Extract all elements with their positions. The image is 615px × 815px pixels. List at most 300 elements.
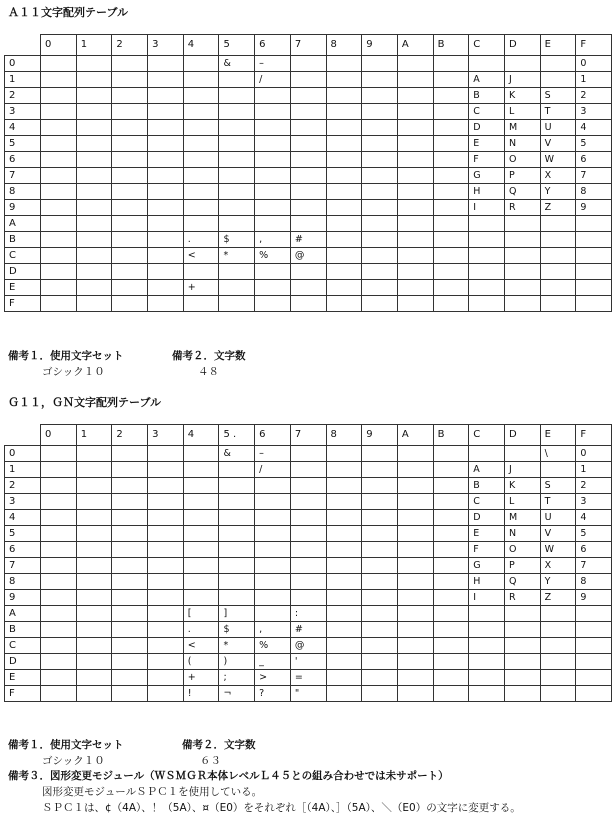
- code-cell: [255, 184, 291, 200]
- code-cell: [362, 72, 398, 88]
- table-row: [5, 120, 612, 136]
- code-cell: [219, 542, 255, 558]
- code-cell: [397, 88, 433, 104]
- code-cell: [397, 152, 433, 168]
- code-cell: [540, 280, 576, 296]
- row-header: 4: [5, 120, 41, 136]
- code-cell: K: [504, 478, 540, 494]
- code-cell: [41, 446, 77, 462]
- code-cell: [540, 264, 576, 280]
- code-cell: [362, 446, 398, 462]
- code-cell: [576, 686, 612, 702]
- code-cell: [362, 232, 398, 248]
- code-cell: [362, 296, 398, 312]
- code-cell: [41, 670, 77, 686]
- code-cell: [326, 638, 362, 654]
- code-cell: Z: [540, 590, 576, 606]
- code-cell: B: [469, 478, 505, 494]
- code-cell: [397, 462, 433, 478]
- code-cell: B: [469, 88, 505, 104]
- code-cell: S: [540, 88, 576, 104]
- code-cell: [576, 280, 612, 296]
- code-cell: [397, 574, 433, 590]
- code-cell: R: [504, 590, 540, 606]
- code-cell: [148, 494, 184, 510]
- code-cell: [148, 574, 184, 590]
- code-cell: [504, 606, 540, 622]
- code-cell: [183, 558, 219, 574]
- code-cell: [290, 542, 326, 558]
- code-cell: [148, 446, 184, 462]
- code-cell: [148, 606, 184, 622]
- code-cell: [148, 72, 184, 88]
- code-cell: Y: [540, 574, 576, 590]
- code-cell: V: [540, 136, 576, 152]
- code-cell: %: [255, 638, 291, 654]
- table2-note3-line1: 備考３．図形変更モジュール（ＷＳＭＧＲ本体レベルＬ４５との組み合わせでは未サポート）: [8, 770, 449, 782]
- code-cell: [504, 446, 540, 462]
- code-cell: [183, 136, 219, 152]
- code-cell: ;: [219, 670, 255, 686]
- code-cell: ¬: [219, 686, 255, 702]
- code-cell: [183, 72, 219, 88]
- row-header: D: [5, 654, 41, 670]
- code-cell: [326, 280, 362, 296]
- code-cell: [41, 200, 77, 216]
- code-cell: [76, 72, 112, 88]
- code-cell: \: [540, 446, 576, 462]
- code-cell: *: [219, 638, 255, 654]
- code-cell: [183, 494, 219, 510]
- code-cell: [76, 510, 112, 526]
- code-cell: [326, 446, 362, 462]
- code-cell: [76, 494, 112, 510]
- code-cell: [41, 478, 77, 494]
- row-header: 6: [5, 542, 41, 558]
- code-cell: [433, 56, 469, 72]
- code-cell: [362, 638, 398, 654]
- code-cell: [219, 88, 255, 104]
- code-cell: [469, 280, 505, 296]
- code-cell: [219, 72, 255, 88]
- code-cell: [183, 446, 219, 462]
- table-row: [5, 526, 612, 542]
- code-cell: 0: [576, 56, 612, 72]
- code-cell: [183, 510, 219, 526]
- code-cell: [397, 168, 433, 184]
- code-cell: [255, 494, 291, 510]
- table-row: [5, 622, 612, 638]
- column-header: C: [469, 425, 505, 446]
- code-cell: ): [219, 654, 255, 670]
- code-cell: [397, 104, 433, 120]
- code-cell: 6: [576, 542, 612, 558]
- code-cell: [219, 184, 255, 200]
- code-cell: P: [504, 168, 540, 184]
- row-header: E: [5, 280, 41, 296]
- code-cell: [41, 56, 77, 72]
- code-cell: [219, 510, 255, 526]
- table-row: [5, 478, 612, 494]
- code-cell: [362, 670, 398, 686]
- code-cell: [362, 494, 398, 510]
- code-cell: [469, 264, 505, 280]
- code-cell: [255, 574, 291, 590]
- column-header: 8: [326, 425, 362, 446]
- code-cell: [540, 248, 576, 264]
- code-cell: [397, 654, 433, 670]
- row-header: E: [5, 670, 41, 686]
- code-cell: N: [504, 136, 540, 152]
- code-cell: [76, 56, 112, 72]
- table-row: [5, 462, 612, 478]
- code-cell: [255, 590, 291, 606]
- code-cell: [112, 590, 148, 606]
- code-cell: [362, 478, 398, 494]
- column-header: 4: [183, 35, 219, 56]
- code-cell: [433, 510, 469, 526]
- code-cell: [183, 168, 219, 184]
- code-cell: [41, 654, 77, 670]
- code-cell: ,: [255, 622, 291, 638]
- code-cell: [148, 558, 184, 574]
- column-header: 2: [112, 35, 148, 56]
- column-header: 7: [290, 425, 326, 446]
- code-cell: [362, 622, 398, 638]
- code-cell: [433, 686, 469, 702]
- table-row: [5, 72, 612, 88]
- code-cell: @: [290, 638, 326, 654]
- row-header: 8: [5, 574, 41, 590]
- code-cell: Q: [504, 184, 540, 200]
- code-cell: [433, 232, 469, 248]
- code-cell: [148, 104, 184, 120]
- column-header: B: [433, 425, 469, 446]
- code-cell: C: [469, 494, 505, 510]
- code-cell: [433, 478, 469, 494]
- code-cell: [362, 574, 398, 590]
- code-cell: [255, 88, 291, 104]
- code-cell: /: [255, 462, 291, 478]
- table-row: [5, 510, 612, 526]
- code-cell: [326, 248, 362, 264]
- code-cell: [255, 104, 291, 120]
- code-cell: [433, 136, 469, 152]
- code-cell: [397, 606, 433, 622]
- code-cell: [183, 216, 219, 232]
- code-cell: [362, 248, 398, 264]
- code-cell: [41, 574, 77, 590]
- code-cell: [112, 654, 148, 670]
- code-cell: [76, 686, 112, 702]
- code-cell: [41, 558, 77, 574]
- code-cell: [362, 136, 398, 152]
- code-cell: [290, 184, 326, 200]
- code-cell: [112, 232, 148, 248]
- code-cell: [183, 462, 219, 478]
- code-cell: [41, 462, 77, 478]
- code-cell: [148, 56, 184, 72]
- code-cell: [112, 296, 148, 312]
- row-header: 7: [5, 168, 41, 184]
- code-cell: [183, 184, 219, 200]
- code-cell: 1: [576, 462, 612, 478]
- code-cell: 5: [576, 136, 612, 152]
- table-row: [5, 136, 612, 152]
- column-header: A: [397, 35, 433, 56]
- code-cell: [41, 510, 77, 526]
- code-cell: [112, 200, 148, 216]
- code-cell: [183, 542, 219, 558]
- code-cell: [433, 184, 469, 200]
- code-cell: [290, 558, 326, 574]
- code-cell: [41, 494, 77, 510]
- code-cell: [76, 622, 112, 638]
- code-cell: [219, 216, 255, 232]
- code-cell: [504, 56, 540, 72]
- code-cell: [362, 686, 398, 702]
- code-cell: [76, 200, 112, 216]
- table-row: [5, 494, 612, 510]
- code-cell: [219, 168, 255, 184]
- code-cell: [433, 558, 469, 574]
- code-cell: [183, 296, 219, 312]
- code-cell: [504, 622, 540, 638]
- row-header: C: [5, 638, 41, 654]
- code-cell: /: [255, 72, 291, 88]
- code-cell: [433, 168, 469, 184]
- code-cell: [112, 216, 148, 232]
- code-cell: [76, 574, 112, 590]
- column-header: A: [397, 425, 433, 446]
- code-cell: [397, 558, 433, 574]
- code-cell: [219, 558, 255, 574]
- code-cell: [76, 446, 112, 462]
- code-cell: [397, 686, 433, 702]
- code-cell: [148, 248, 184, 264]
- code-cell: 1: [576, 72, 612, 88]
- code-cell: [255, 478, 291, 494]
- code-cell: E: [469, 136, 505, 152]
- code-cell: [112, 280, 148, 296]
- row-header: F: [5, 296, 41, 312]
- code-cell: [148, 264, 184, 280]
- code-cell: [148, 670, 184, 686]
- code-cell: [290, 446, 326, 462]
- code-cell: [183, 264, 219, 280]
- code-cell: [148, 280, 184, 296]
- code-cell: [540, 654, 576, 670]
- code-cell: [397, 446, 433, 462]
- code-cell: [397, 296, 433, 312]
- column-header: 0: [41, 35, 77, 56]
- code-cell: [362, 510, 398, 526]
- code-cell: [362, 542, 398, 558]
- code-cell: O: [504, 542, 540, 558]
- code-cell: [362, 606, 398, 622]
- code-cell: [326, 56, 362, 72]
- code-cell: [148, 638, 184, 654]
- code-cell: [76, 248, 112, 264]
- code-cell: [112, 184, 148, 200]
- code-cell: [76, 264, 112, 280]
- code-cell: [148, 168, 184, 184]
- code-cell: [576, 248, 612, 264]
- code-cell: [326, 494, 362, 510]
- code-cell: [41, 216, 77, 232]
- code-cell: [41, 542, 77, 558]
- corner-cell: [5, 425, 41, 446]
- table1-title: Ａ１１文字配列テーブル: [8, 6, 129, 19]
- code-cell: [76, 526, 112, 542]
- code-cell: T: [540, 494, 576, 510]
- table-row: [5, 558, 612, 574]
- code-cell: [433, 574, 469, 590]
- code-cell: [433, 654, 469, 670]
- code-cell: !: [183, 686, 219, 702]
- code-cell: [326, 462, 362, 478]
- code-cell: [326, 526, 362, 542]
- code-cell: [540, 56, 576, 72]
- code-cell: [76, 478, 112, 494]
- code-cell: [433, 264, 469, 280]
- code-cell: [76, 104, 112, 120]
- code-cell: [326, 184, 362, 200]
- table-row: [5, 686, 612, 702]
- code-cell: [397, 264, 433, 280]
- code-cell: [433, 638, 469, 654]
- code-cell: _: [255, 654, 291, 670]
- code-cell: 6: [576, 152, 612, 168]
- code-cell: L: [504, 494, 540, 510]
- code-cell: ,: [255, 232, 291, 248]
- code-cell: G: [469, 168, 505, 184]
- code-cell: [148, 232, 184, 248]
- table1-note2-label: 備考２．文字数: [172, 350, 246, 362]
- code-cell: [326, 136, 362, 152]
- code-cell: [469, 638, 505, 654]
- column-header: 1: [76, 425, 112, 446]
- row-header: B: [5, 232, 41, 248]
- code-cell: Z: [540, 200, 576, 216]
- code-cell: [397, 120, 433, 136]
- code-cell: 2: [576, 478, 612, 494]
- code-cell: .: [183, 622, 219, 638]
- column-header: 6: [255, 425, 291, 446]
- code-cell: [290, 216, 326, 232]
- column-header: D: [504, 35, 540, 56]
- code-cell: @: [290, 248, 326, 264]
- code-cell: [362, 216, 398, 232]
- code-cell: Y: [540, 184, 576, 200]
- table2-note1-value: ゴシック１０: [42, 755, 105, 767]
- code-cell: [290, 72, 326, 88]
- column-header: 9: [362, 35, 398, 56]
- code-cell: [255, 152, 291, 168]
- code-cell: [255, 558, 291, 574]
- code-cell: [183, 590, 219, 606]
- code-cell: [504, 654, 540, 670]
- code-cell: *: [219, 248, 255, 264]
- code-cell: [290, 200, 326, 216]
- code-cell: #: [290, 622, 326, 638]
- code-cell: [112, 264, 148, 280]
- code-cell: [112, 136, 148, 152]
- code-cell: [148, 120, 184, 136]
- code-cell: [112, 526, 148, 542]
- code-cell: [576, 264, 612, 280]
- table-row: [5, 56, 612, 72]
- code-cell: [540, 72, 576, 88]
- code-cell: [433, 606, 469, 622]
- code-cell: [76, 670, 112, 686]
- code-cell: [41, 232, 77, 248]
- code-cell: [148, 296, 184, 312]
- code-cell: [183, 152, 219, 168]
- code-cell: [112, 168, 148, 184]
- code-cell: <: [183, 638, 219, 654]
- code-cell: [469, 686, 505, 702]
- code-cell: #: [290, 232, 326, 248]
- code-cell: [76, 216, 112, 232]
- code-cell: [219, 462, 255, 478]
- column-header: 6: [255, 35, 291, 56]
- table-row: [5, 88, 612, 104]
- code-cell: [362, 56, 398, 72]
- code-cell: [397, 280, 433, 296]
- column-header: 3: [148, 425, 184, 446]
- code-cell: C: [469, 104, 505, 120]
- code-cell: [326, 622, 362, 638]
- row-header: 3: [5, 104, 41, 120]
- code-cell: [540, 622, 576, 638]
- code-cell: [433, 526, 469, 542]
- code-cell: [148, 200, 184, 216]
- table-row: [5, 574, 612, 590]
- column-header: B: [433, 35, 469, 56]
- code-cell: [290, 462, 326, 478]
- column-header: F: [576, 425, 612, 446]
- code-cell: [469, 622, 505, 638]
- code-cell: [469, 296, 505, 312]
- code-cell: <: [183, 248, 219, 264]
- code-cell: D: [469, 120, 505, 136]
- row-header: C: [5, 248, 41, 264]
- code-cell: [397, 638, 433, 654]
- code-cell: [576, 216, 612, 232]
- table-row: [5, 446, 612, 462]
- code-cell: [290, 152, 326, 168]
- code-cell: [397, 248, 433, 264]
- code-cell: [397, 216, 433, 232]
- code-cell: [540, 462, 576, 478]
- column-header: 5: [219, 35, 255, 56]
- column-header: E: [540, 425, 576, 446]
- row-header: A: [5, 606, 41, 622]
- code-cell: [504, 686, 540, 702]
- code-cell: [326, 542, 362, 558]
- code-cell: 5: [576, 526, 612, 542]
- code-cell: [112, 478, 148, 494]
- row-header: 1: [5, 462, 41, 478]
- code-cell: [326, 88, 362, 104]
- row-header: 3: [5, 494, 41, 510]
- code-cell: [504, 248, 540, 264]
- code-cell: –: [255, 56, 291, 72]
- table2-note3-line2: 図形変更モジュールＳＰＣ１を使用している。: [42, 786, 263, 798]
- code-cell: N: [504, 526, 540, 542]
- column-header: 3: [148, 35, 184, 56]
